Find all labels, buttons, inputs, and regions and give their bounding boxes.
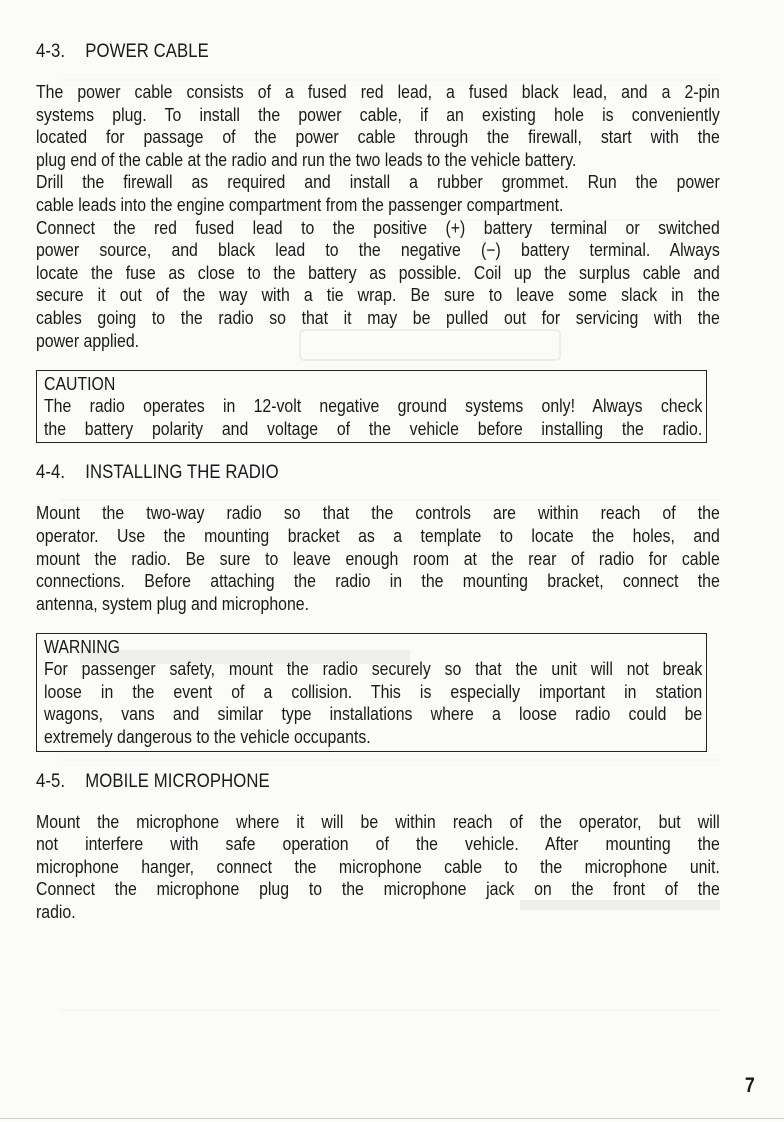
text-line: operator. Use the mounting bracket as a template to locate the holes, and [36,525,720,546]
text-line: cables going to the radio so that it may be pulled out for servicing with the [36,307,720,328]
text-line: The power cable consists of a fused red lead, a fused black lead, and a 2-pin [36,82,720,102]
warning-text [44,658,702,748]
section-number: 4-5. [36,770,66,792]
section-mobile-microphone [36,770,720,924]
text-line: For passenger safety, mount the radio securely so that the unit will not break [44,659,703,680]
text-line: antenna, system plug and microphone. [36,593,309,614]
section-heading [36,40,638,64]
text-line: Mount the two-way radio so that the controls are within reach of the [36,503,720,524]
text-line: microphone hanger, connect the microphone cable to the microphone unit. [36,856,720,877]
section-heading [36,770,638,794]
warning-title: WARNING [44,637,120,658]
paragraph [36,502,720,615]
text-line: Drill the firewall as required and install a rubber grommet. Run the power [36,172,720,193]
section-number: 4-4. [36,462,66,484]
section-power-cable [36,40,720,443]
section-title: MOBILE MICROPHONE [85,770,270,792]
section-number: 4-3. [36,41,66,62]
section-title: POWER CABLE [85,41,209,62]
paragraph [36,81,720,171]
text-line: cable leads into the engine compartment from the passenger compartment. [36,194,564,215]
text-line: located for passage of the power cable through the firewall, start with the [36,127,720,148]
text-line: locate the fuse as close to the battery as possible. Coil up the surplus cable and [36,262,720,283]
text-line: secure it out of the way with a tie wrap. Be sure to leave some slack in the [36,285,720,306]
text-line: power applied. [36,330,140,351]
text-line: plug end of the cable at the radio and run the two leads to the vehicle battery. [36,149,577,170]
caution-box [36,370,707,443]
manual-page [36,40,720,924]
paragraph [36,171,720,216]
caution-text [44,395,702,440]
text-line: power source, and black lead to the negative (−) battery terminal. Always [36,240,720,261]
paragraph [36,811,720,924]
text-line: connections. Before attaching the radio in the mounting bracket, connect the [36,571,720,592]
text-line: The radio operates in 12-volt negative ground systems only! Always check [44,396,703,417]
text-line: Connect the red fused lead to the positive (+) battery terminal or switched [36,217,720,238]
text-line: wagons, vans and similar type installations where a loose radio could be [44,704,703,725]
paragraph [36,217,720,353]
page-number: 7 [745,1074,756,1097]
text-line: Mount the microphone where it will be within reach of the operator, but will [36,811,720,832]
section-installing-the-radio [36,461,720,751]
text-line: the battery polarity and voltage of the vehicle before installing the radio. [44,418,703,439]
caution-title: CAUTION [44,374,116,395]
section-heading [36,461,638,485]
text-line: not interfere with safe operation of the vehicle. After mounting the [36,834,720,855]
page-edge-line [0,1118,784,1119]
text-line: radio. [36,902,76,923]
text-line: systems plug. To install the power cable, if an existing hole is conveniently [36,104,720,125]
warning-box [36,633,707,751]
section-title: INSTALLING THE RADIO [85,462,279,484]
text-line: Connect the microphone plug to the microphone jack on the front of the [36,879,720,900]
text-line: extremely dangerous to the vehicle occupants. [44,727,371,748]
text-line: loose in the event of a collision. This is especially important in station [44,681,703,702]
text-line: mount the radio. Be sure to leave enough room at the rear of radio for cable [36,548,720,569]
